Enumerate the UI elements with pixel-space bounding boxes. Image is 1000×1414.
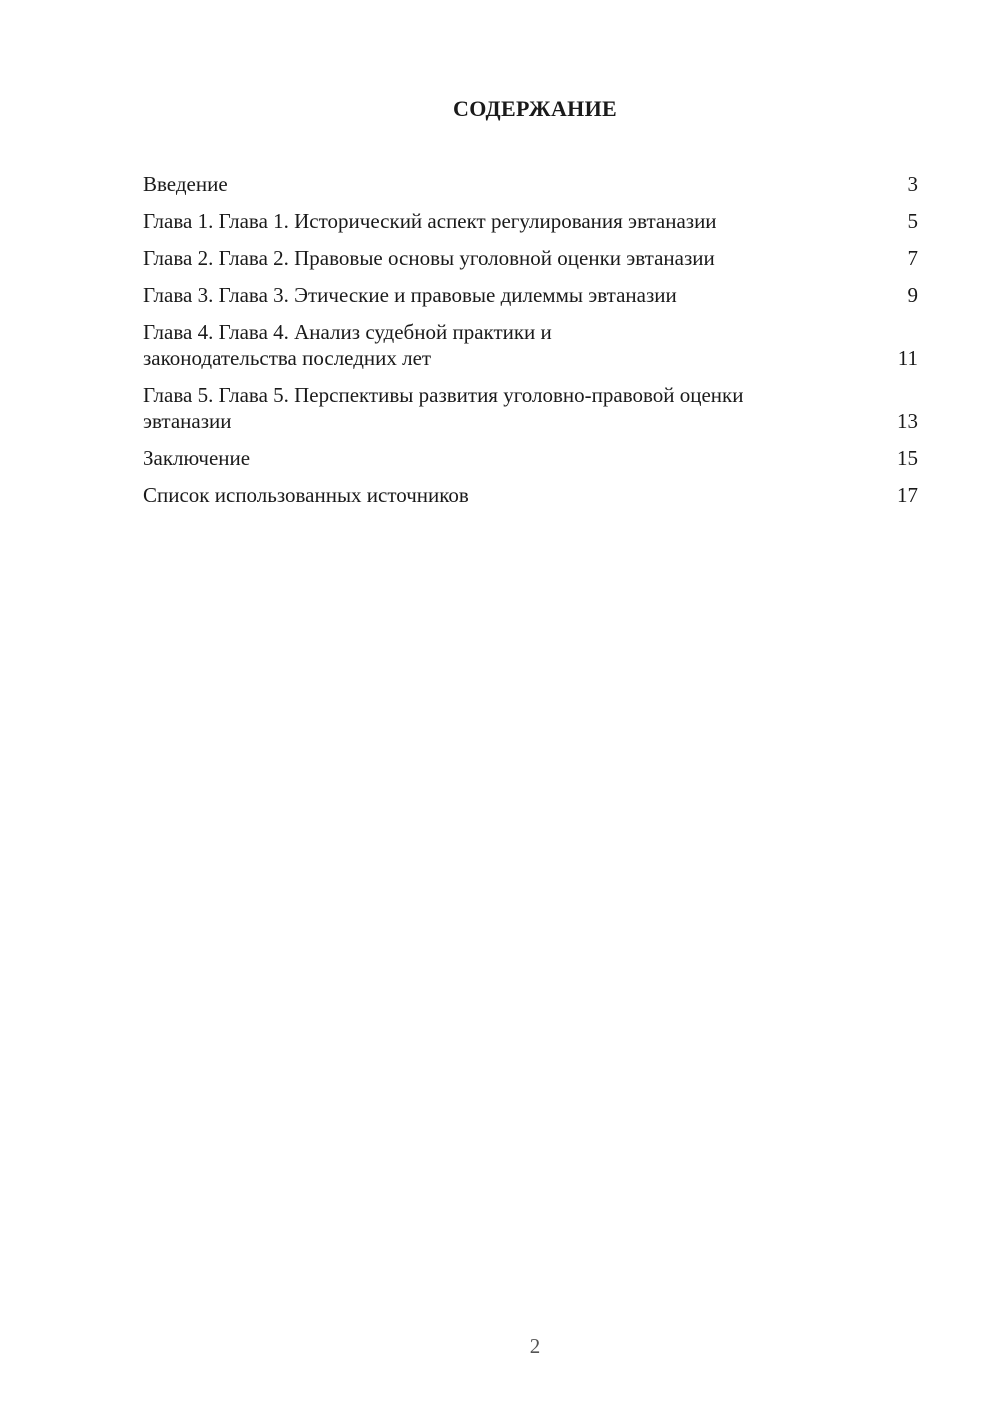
toc-entry-chapter-5 [143, 382, 918, 434]
toc-entry-page: 7 [907, 246, 918, 270]
toc-entry-title: Глава 5. Глава 5. Перспективы развития уголовно-правовой оценки эвтаназии [143, 383, 744, 433]
table-of-contents [143, 171, 918, 519]
page-number: 2 [529, 1334, 541, 1358]
toc-entry-page: 11 [897, 346, 918, 370]
toc-entry-conclusion [143, 445, 918, 471]
toc-entry-page: 13 [897, 409, 918, 433]
toc-entry-title: Список использованных источников [143, 483, 469, 507]
toc-entry-title: Глава 4. Глава 4. Анализ судебной практики и законодательства последних лет [143, 320, 552, 370]
toc-entry-title: Глава 3. Глава 3. Этические и правовые дилеммы эвтаназии [143, 283, 677, 307]
toc-entry-title: Глава 1. Глава 1. Исторический аспект регулирования эвтаназии [143, 209, 717, 233]
toc-entry-chapter-4 [143, 319, 918, 371]
toc-entry-page: 15 [897, 446, 918, 470]
page-title: СОДЕРЖАНИЕ [453, 96, 617, 121]
toc-entry-chapter-1 [143, 208, 918, 234]
toc-entry-references [143, 482, 918, 508]
toc-entry-title: Введение [143, 172, 228, 196]
toc-entry-page: 5 [907, 209, 918, 233]
toc-entry-introduction [143, 171, 918, 197]
toc-entry-chapter-2 [143, 245, 918, 271]
toc-entry-page: 9 [907, 283, 918, 307]
toc-entry-chapter-3 [143, 282, 918, 308]
toc-entry-title: Глава 2. Глава 2. Правовые основы уголовной оценки эвтаназии [143, 246, 715, 270]
toc-entry-title: Заключение [143, 446, 251, 470]
toc-entry-page: 3 [907, 172, 918, 196]
toc-entry-page: 17 [897, 483, 918, 507]
